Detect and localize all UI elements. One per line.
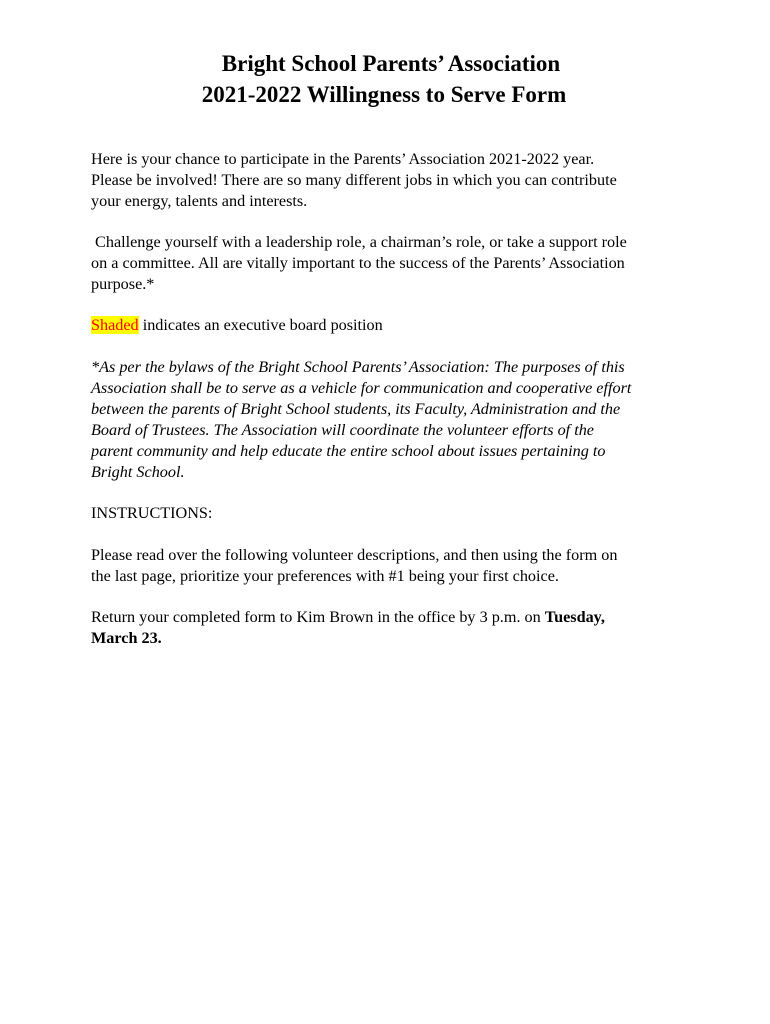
challenge-line: Challenge yourself with a leadership role, a chairman’s role, or take a support role bbox=[91, 233, 627, 251]
challenge-line: on a committee. All are vitally important to the success of the Parents’ Association bbox=[91, 254, 625, 272]
bylaws-line: Board of Trustees. The Association will coordinate the volunteer efforts of the bbox=[91, 421, 594, 439]
bylaws-paragraph bbox=[91, 357, 691, 483]
bylaws-line: between the parents of Bright School students, its Faculty, Administration and the bbox=[91, 400, 621, 418]
form-subtitle: 2021-2022 Willingness to Serve Form bbox=[201, 82, 567, 107]
bylaws-line: parent community and help educate the entire school about issues pertaining to bbox=[91, 442, 606, 460]
intro-line: Here is your chance to participate in the Parents’ Association 2021-2022 year. bbox=[91, 150, 595, 168]
instructions-paragraph bbox=[91, 545, 691, 587]
instructions-heading: INSTRUCTIONS: bbox=[91, 504, 213, 522]
bylaws-line: Bright School. bbox=[91, 463, 185, 481]
shaded-legend-text: indicates an executive board position bbox=[138, 316, 383, 334]
return-text: Return your completed form to Kim Brown in the office by 3 p.m. on bbox=[91, 608, 545, 626]
intro-line: Please be involved! There are so many different jobs in which you can contribute bbox=[91, 171, 617, 189]
instructions-line: Please read over the following volunteer descriptions, and then using the form on bbox=[91, 546, 618, 564]
return-line bbox=[91, 607, 691, 628]
shaded-legend bbox=[91, 315, 691, 336]
return-date: March 23. bbox=[91, 629, 162, 647]
challenge-line: purpose.* bbox=[91, 275, 155, 293]
intro-paragraph bbox=[91, 149, 691, 212]
return-paragraph bbox=[91, 607, 691, 649]
challenge-paragraph bbox=[91, 232, 691, 295]
shaded-highlight-word: Shaded bbox=[91, 316, 139, 334]
intro-line: your energy, talents and interests. bbox=[91, 192, 308, 210]
bylaws-line: *As per the bylaws of the Bright School Parents’ Association: The purposes of this bbox=[91, 358, 625, 376]
return-day: Tuesday, bbox=[544, 608, 605, 626]
instructions-line: the last page, prioritize your preferences with #1 being your first choice. bbox=[91, 567, 559, 585]
bylaws-line: Association shall be to serve as a vehicle for communication and cooperative effort bbox=[91, 379, 632, 397]
page-title: Bright School Parents’ Association bbox=[221, 51, 561, 76]
